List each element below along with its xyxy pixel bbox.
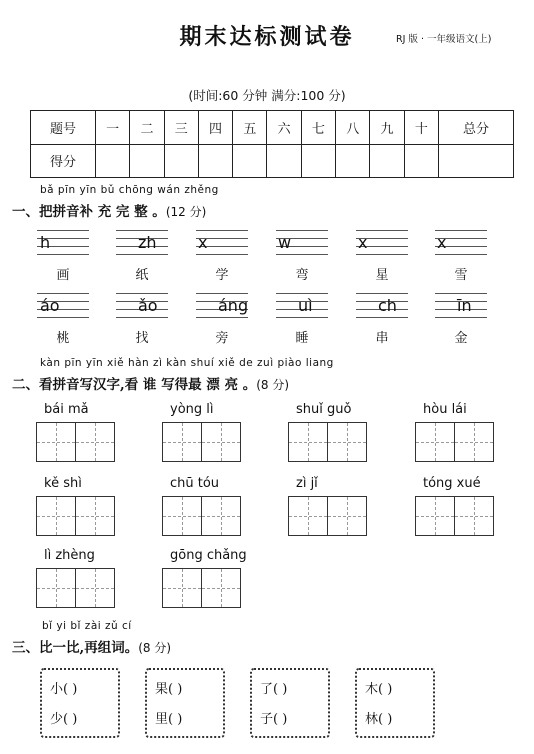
word-pinyin: bái mǎ <box>44 402 89 417</box>
pinyin-fragment: áo <box>40 296 60 315</box>
tianzige-cell[interactable] <box>76 497 114 535</box>
table-cell: 十 <box>404 111 438 145</box>
word-pinyin: yòng lì <box>170 402 214 417</box>
grid-line <box>356 254 408 255</box>
table-cell: 四 <box>198 111 232 145</box>
grid-line <box>37 230 89 231</box>
word-pinyin: chū tóu <box>170 476 220 491</box>
table-cell: 五 <box>233 111 267 145</box>
hanzi-character: 星 <box>375 268 389 283</box>
tianzige-cell[interactable] <box>76 423 114 461</box>
table-cell: 七 <box>301 111 335 145</box>
compare-word-frame <box>250 668 330 738</box>
score-cell[interactable] <box>336 144 370 178</box>
tianzige-cell[interactable] <box>37 423 76 461</box>
hanzi-character: 画 <box>56 268 70 283</box>
tianzige-cell[interactable] <box>202 497 240 535</box>
table-cell: 一 <box>96 111 130 145</box>
compare-word-blank[interactable]: 子( ) <box>260 712 288 727</box>
pinyin-fragment: x <box>198 233 208 252</box>
tianzige-cell[interactable] <box>289 497 328 535</box>
score-table-header-row <box>31 111 514 145</box>
tianzige-box[interactable] <box>36 568 115 608</box>
tianzige-cell[interactable] <box>455 423 493 461</box>
tianzige-box[interactable] <box>415 496 494 536</box>
table-cell: 题号 <box>31 111 96 145</box>
tianzige-box[interactable] <box>162 422 241 462</box>
tianzige-box[interactable] <box>36 422 115 462</box>
grid-line <box>435 293 487 294</box>
tianzige-box[interactable] <box>288 422 367 462</box>
compare-word-blank[interactable]: 木( ) <box>365 682 393 697</box>
tianzige-box[interactable] <box>36 496 115 536</box>
tianzige-cell[interactable] <box>37 569 76 607</box>
grid-line <box>435 317 487 318</box>
pinyin-writing-grid[interactable] <box>196 230 248 255</box>
word-pinyin: kě shì <box>44 476 82 491</box>
tianzige-cell[interactable] <box>163 497 202 535</box>
compare-word-frame <box>145 668 225 738</box>
pinyin-writing-grid[interactable] <box>37 293 89 318</box>
hanzi-character: 弯 <box>295 268 309 283</box>
pinyin-fragment: áng <box>218 296 249 315</box>
pinyin-fragment: ǎo <box>138 296 158 315</box>
grid-line <box>276 230 328 231</box>
pinyin-writing-grid[interactable] <box>116 230 168 255</box>
word-pinyin: lì zhèng <box>44 548 95 563</box>
hanzi-character: 串 <box>375 331 389 346</box>
word-pinyin: gōng chǎng <box>170 548 247 563</box>
grid-line <box>196 254 248 255</box>
table-cell: 六 <box>267 111 301 145</box>
score-cell[interactable] <box>96 144 130 178</box>
score-cell[interactable] <box>130 144 164 178</box>
score-cell[interactable] <box>267 144 301 178</box>
grid-line <box>276 317 328 318</box>
score-cell[interactable] <box>198 144 232 178</box>
hanzi-character: 旁 <box>215 331 229 346</box>
pinyin-fragment: x <box>437 233 447 252</box>
pinyin-writing-grid[interactable] <box>116 293 168 318</box>
table-cell: 九 <box>370 111 404 145</box>
tianzige-cell[interactable] <box>455 497 493 535</box>
score-table-score-row <box>31 144 514 178</box>
grid-line <box>37 293 89 294</box>
pinyin-fragment: h <box>40 233 51 252</box>
pinyin-writing-grid[interactable] <box>356 230 408 255</box>
table-cell: 八 <box>336 111 370 145</box>
time-score-info: (时间:60 分钟 满分:100 分) <box>188 88 346 103</box>
pinyin-fragment: uì <box>298 296 313 315</box>
grid-line <box>116 254 168 255</box>
pinyin-writing-grid[interactable] <box>435 293 487 318</box>
score-cell[interactable] <box>370 144 404 178</box>
section3-pinyin: bǐ yi bǐ zài zǔ cí <box>42 620 132 632</box>
tianzige-cell[interactable] <box>202 569 240 607</box>
tianzige-box[interactable] <box>415 422 494 462</box>
pinyin-fragment: zh <box>138 233 157 252</box>
pinyin-writing-grid[interactable] <box>37 230 89 255</box>
tianzige-cell[interactable] <box>328 497 366 535</box>
section2-score: (8 分) <box>256 378 290 392</box>
grid-line <box>435 254 487 255</box>
table-cell: 得分 <box>31 144 96 178</box>
tianzige-box[interactable] <box>288 496 367 536</box>
grid-line <box>356 230 408 231</box>
section2-heading <box>12 373 289 393</box>
hanzi-character: 桃 <box>56 331 70 346</box>
word-pinyin: shuǐ guǒ <box>296 402 352 417</box>
grid-line <box>196 230 248 231</box>
score-cell[interactable] <box>439 144 514 178</box>
tianzige-cell[interactable] <box>328 423 366 461</box>
pinyin-fragment: ch <box>378 296 397 315</box>
hanzi-character: 雪 <box>454 268 468 283</box>
pinyin-writing-grid[interactable] <box>435 230 487 255</box>
pinyin-fragment: īn <box>457 296 472 315</box>
hanzi-character: 金 <box>454 331 468 346</box>
grid-line <box>435 230 487 231</box>
grid-line <box>37 254 89 255</box>
section3-title: 三、比一比,再组词。 <box>12 640 139 656</box>
section2-title: 二、看拼音写汉字,看 谁 写得最 漂 亮 。 <box>12 377 257 393</box>
tianzige-box[interactable] <box>162 496 241 536</box>
tianzige-cell[interactable] <box>416 423 455 461</box>
tianzige-cell[interactable] <box>163 569 202 607</box>
section2-pinyin: kàn pīn yīn xiě hàn zì kàn shuí xiě de zuì piào liang <box>40 357 334 369</box>
grid-line <box>116 293 168 294</box>
pinyin-fragment: w <box>278 233 292 252</box>
grid-line <box>356 317 408 318</box>
section1-pinyin: bǎ pīn yīn bǔ chōng wán zhěng <box>40 184 219 196</box>
section3-heading <box>12 636 171 656</box>
tianzige-cell[interactable] <box>163 423 202 461</box>
edition-label: RJ 版 · 一年级语文(上) <box>396 34 492 45</box>
section1-score: (12 分) <box>165 205 207 219</box>
word-pinyin: tóng xué <box>423 476 481 491</box>
word-pinyin: hòu lái <box>423 402 467 417</box>
hanzi-character: 纸 <box>135 268 149 283</box>
tianzige-cell[interactable] <box>76 569 114 607</box>
compare-word-blank[interactable]: 少( ) <box>50 712 78 727</box>
grid-line <box>116 317 168 318</box>
word-pinyin: zì jǐ <box>296 476 318 491</box>
score-cell[interactable] <box>404 144 438 178</box>
pinyin-writing-grid[interactable] <box>276 230 328 255</box>
compare-word-blank[interactable]: 里( ) <box>155 712 183 727</box>
grid-line <box>276 293 328 294</box>
hanzi-character: 睡 <box>295 331 309 346</box>
tianzige-cell[interactable] <box>289 423 328 461</box>
score-cell[interactable] <box>301 144 335 178</box>
compare-word-blank[interactable]: 果( ) <box>155 682 183 697</box>
pinyin-writing-grid[interactable] <box>356 293 408 318</box>
compare-word-blank[interactable]: 了( ) <box>260 682 288 697</box>
compare-word-blank[interactable]: 林( ) <box>365 712 393 727</box>
compare-word-frame <box>355 668 435 738</box>
grid-line <box>37 317 89 318</box>
score-cell[interactable] <box>233 144 267 178</box>
grid-line <box>276 254 328 255</box>
section3-score: (8 分) <box>138 641 172 655</box>
table-cell: 二 <box>130 111 164 145</box>
pinyin-fragment: x <box>358 233 368 252</box>
pinyin-writing-grid[interactable] <box>196 293 248 318</box>
tianzige-cell[interactable] <box>416 497 455 535</box>
section1-title: 一、把拼音补 充 完 整 。 <box>12 204 166 220</box>
score-table <box>30 110 514 178</box>
tianzige-cell[interactable] <box>37 497 76 535</box>
grid-line <box>356 293 408 294</box>
page-title: 期末达标测试卷 <box>179 24 355 50</box>
grid-line <box>196 293 248 294</box>
section1-heading <box>12 200 206 220</box>
grid-line <box>196 317 248 318</box>
grid-line <box>116 230 168 231</box>
compare-word-blank[interactable]: 小( ) <box>50 682 78 697</box>
hanzi-character: 学 <box>215 268 229 283</box>
table-cell: 三 <box>164 111 198 145</box>
table-cell: 总分 <box>439 111 514 145</box>
hanzi-character: 找 <box>135 331 149 346</box>
tianzige-box[interactable] <box>162 568 241 608</box>
pinyin-writing-grid[interactable] <box>276 293 328 318</box>
compare-word-frame <box>40 668 120 738</box>
score-cell[interactable] <box>164 144 198 178</box>
tianzige-cell[interactable] <box>202 423 240 461</box>
